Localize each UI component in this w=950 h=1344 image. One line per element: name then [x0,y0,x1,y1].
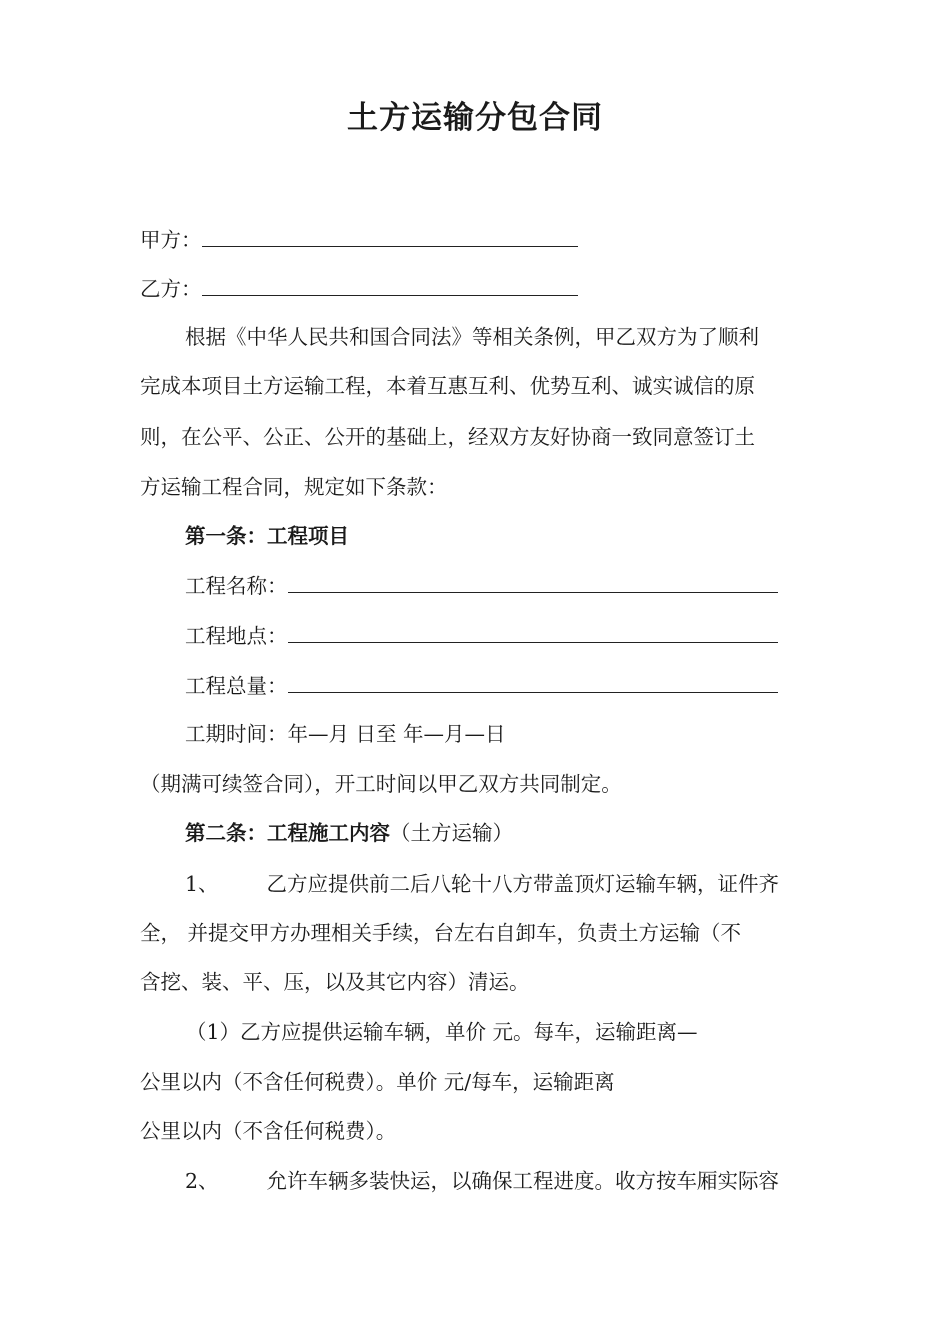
party-b-blank[interactable] [202,275,578,296]
project-total-label: 工程总量： [185,674,288,698]
project-name-label: 工程名称： [185,574,288,598]
project-location-label: 工程地点： [185,624,288,648]
document-title: 土方运输分包合同 [347,100,603,136]
project-total-blank[interactable] [288,672,778,693]
period-line: 工期时间：年—月 日至 年—月—日 [185,722,506,746]
item2-line-1 [185,1166,779,1196]
item1-line-2: 全， 并提交甲方办理相关手续，台左右自卸车，负责土方运输（不 [140,921,742,945]
project-name-blank[interactable] [288,572,778,593]
party-a-blank[interactable] [202,226,578,247]
article2-heading-normal: （土方运输） [390,821,513,845]
item2-text-1: 允许车辆多装快运，以确保工程进度。收方按车厢实际容 [266,1169,780,1193]
intro-line-1: 根据《中华人民共和国合同法》等相关条例，甲乙双方为了顺利 [185,325,759,349]
item1-text-1: 乙方应提供前二后八轮十八方带盖顶灯运输车辆，证件齐 [266,872,780,896]
article2-heading [185,818,513,848]
project-name-line [185,571,778,601]
intro-line-2: 完成本项目土方运输工程，本着互惠互利、优势互利、诚实诚信的原 [140,374,755,398]
project-location-blank[interactable] [288,622,778,643]
party-a-label: 甲方： [140,228,202,252]
item1-line-3: 含挖、装、平、压，以及其它内容）清运。 [140,970,530,994]
party-b-label: 乙方： [140,277,202,301]
item2-number: 2、 [185,1169,219,1193]
intro-line-4: 方运输工程合同，规定如下条款： [140,475,448,499]
article2-heading-bold: 第二条：工程施工内容 [185,821,390,845]
project-total-line [185,671,778,701]
sub1-line-3: 公里以内（不含任何税费）。 [140,1119,397,1143]
item1-number: 1、 [185,872,219,896]
sub1-line-2: 公里以内（不含任何税费）。单价 元/每车，运输距离 [140,1070,615,1094]
party-b-line [140,274,578,304]
period-note: （期满可续签合同），开工时间以甲乙双方共同制定。 [140,772,622,796]
sub1-line-1: （1）乙方应提供运输车辆，单价 元。每车，运输距离— [186,1020,698,1044]
item1-line-1 [185,869,779,899]
project-location-line [185,621,778,651]
article1-heading: 第一条：工程项目 [185,524,349,548]
intro-line-3: 则，在公平、公正、公开的基础上，经双方友好协商一致同意签订土 [140,425,755,449]
party-a-line [140,225,578,255]
